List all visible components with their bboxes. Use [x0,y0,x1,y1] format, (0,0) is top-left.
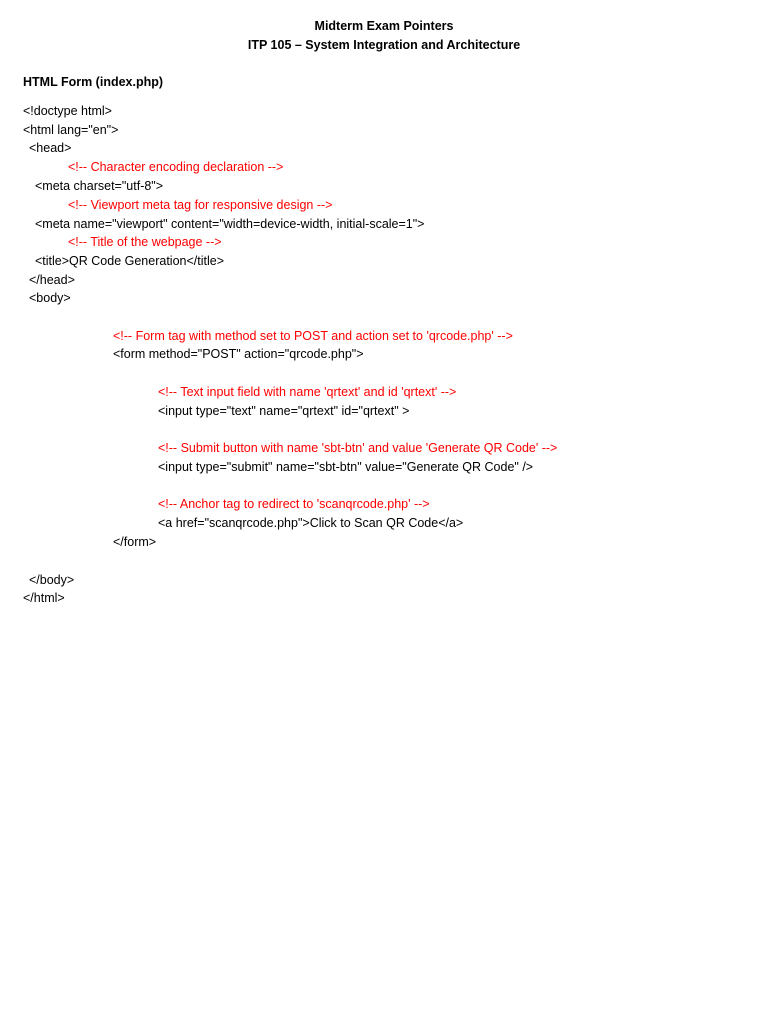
section-heading: HTML Form (index.php) [23,75,164,89]
code-line-form-close: </form> [113,535,157,549]
code-line-meta-viewport: <meta name="viewport" content="width=device-width, initial-scale=1"> [35,217,425,231]
document-subtitle: ITP 105 – System Integration and Architecture [247,38,521,52]
code-comment-submit: <!-- Submit button with name 'sbt-btn' and value 'Generate QR Code' --> [158,441,558,455]
code-comment-input: <!-- Text input field with name 'qrtext' and id 'qrtext' --> [158,385,457,399]
code-comment-anchor: <!-- Anchor tag to redirect to 'scanqrcode.php' --> [158,497,430,511]
code-line-form-open: <form method="POST" action="qrcode.php"> [113,347,364,361]
code-line-head-open: <head> [29,141,72,155]
code-line-html-close: </html> [23,591,65,605]
code-line-title: <title>QR Code Generation</title> [35,254,225,268]
code-line-html-open: <html lang="en"> [23,123,119,137]
code-comment-charset: <!-- Character encoding declaration --> [68,160,284,174]
code-line-body-close: </body> [29,573,75,587]
code-line-body-open: <body> [29,291,71,305]
document-title: Midterm Exam Pointers [314,19,454,33]
code-line-head-close: </head> [29,273,75,287]
code-line-input-text: <input type="text" name="qrtext" id="qrtext" > [158,404,410,418]
code-line-doctype: <!doctype html> [23,104,112,118]
code-line-meta-charset: <meta charset="utf-8"> [35,179,164,193]
code-line-input-submit: <input type="submit" name="sbt-btn" value="Generate QR Code" /> [158,460,534,474]
code-comment-form: <!-- Form tag with method set to POST and action set to 'qrcode.php' --> [113,329,513,343]
code-line-anchor: <a href="scanqrcode.php">Click to Scan QR Code</a> [158,516,464,530]
code-comment-title: <!-- Title of the webpage --> [68,235,222,249]
code-comment-viewport: <!-- Viewport meta tag for responsive design --> [68,198,333,212]
